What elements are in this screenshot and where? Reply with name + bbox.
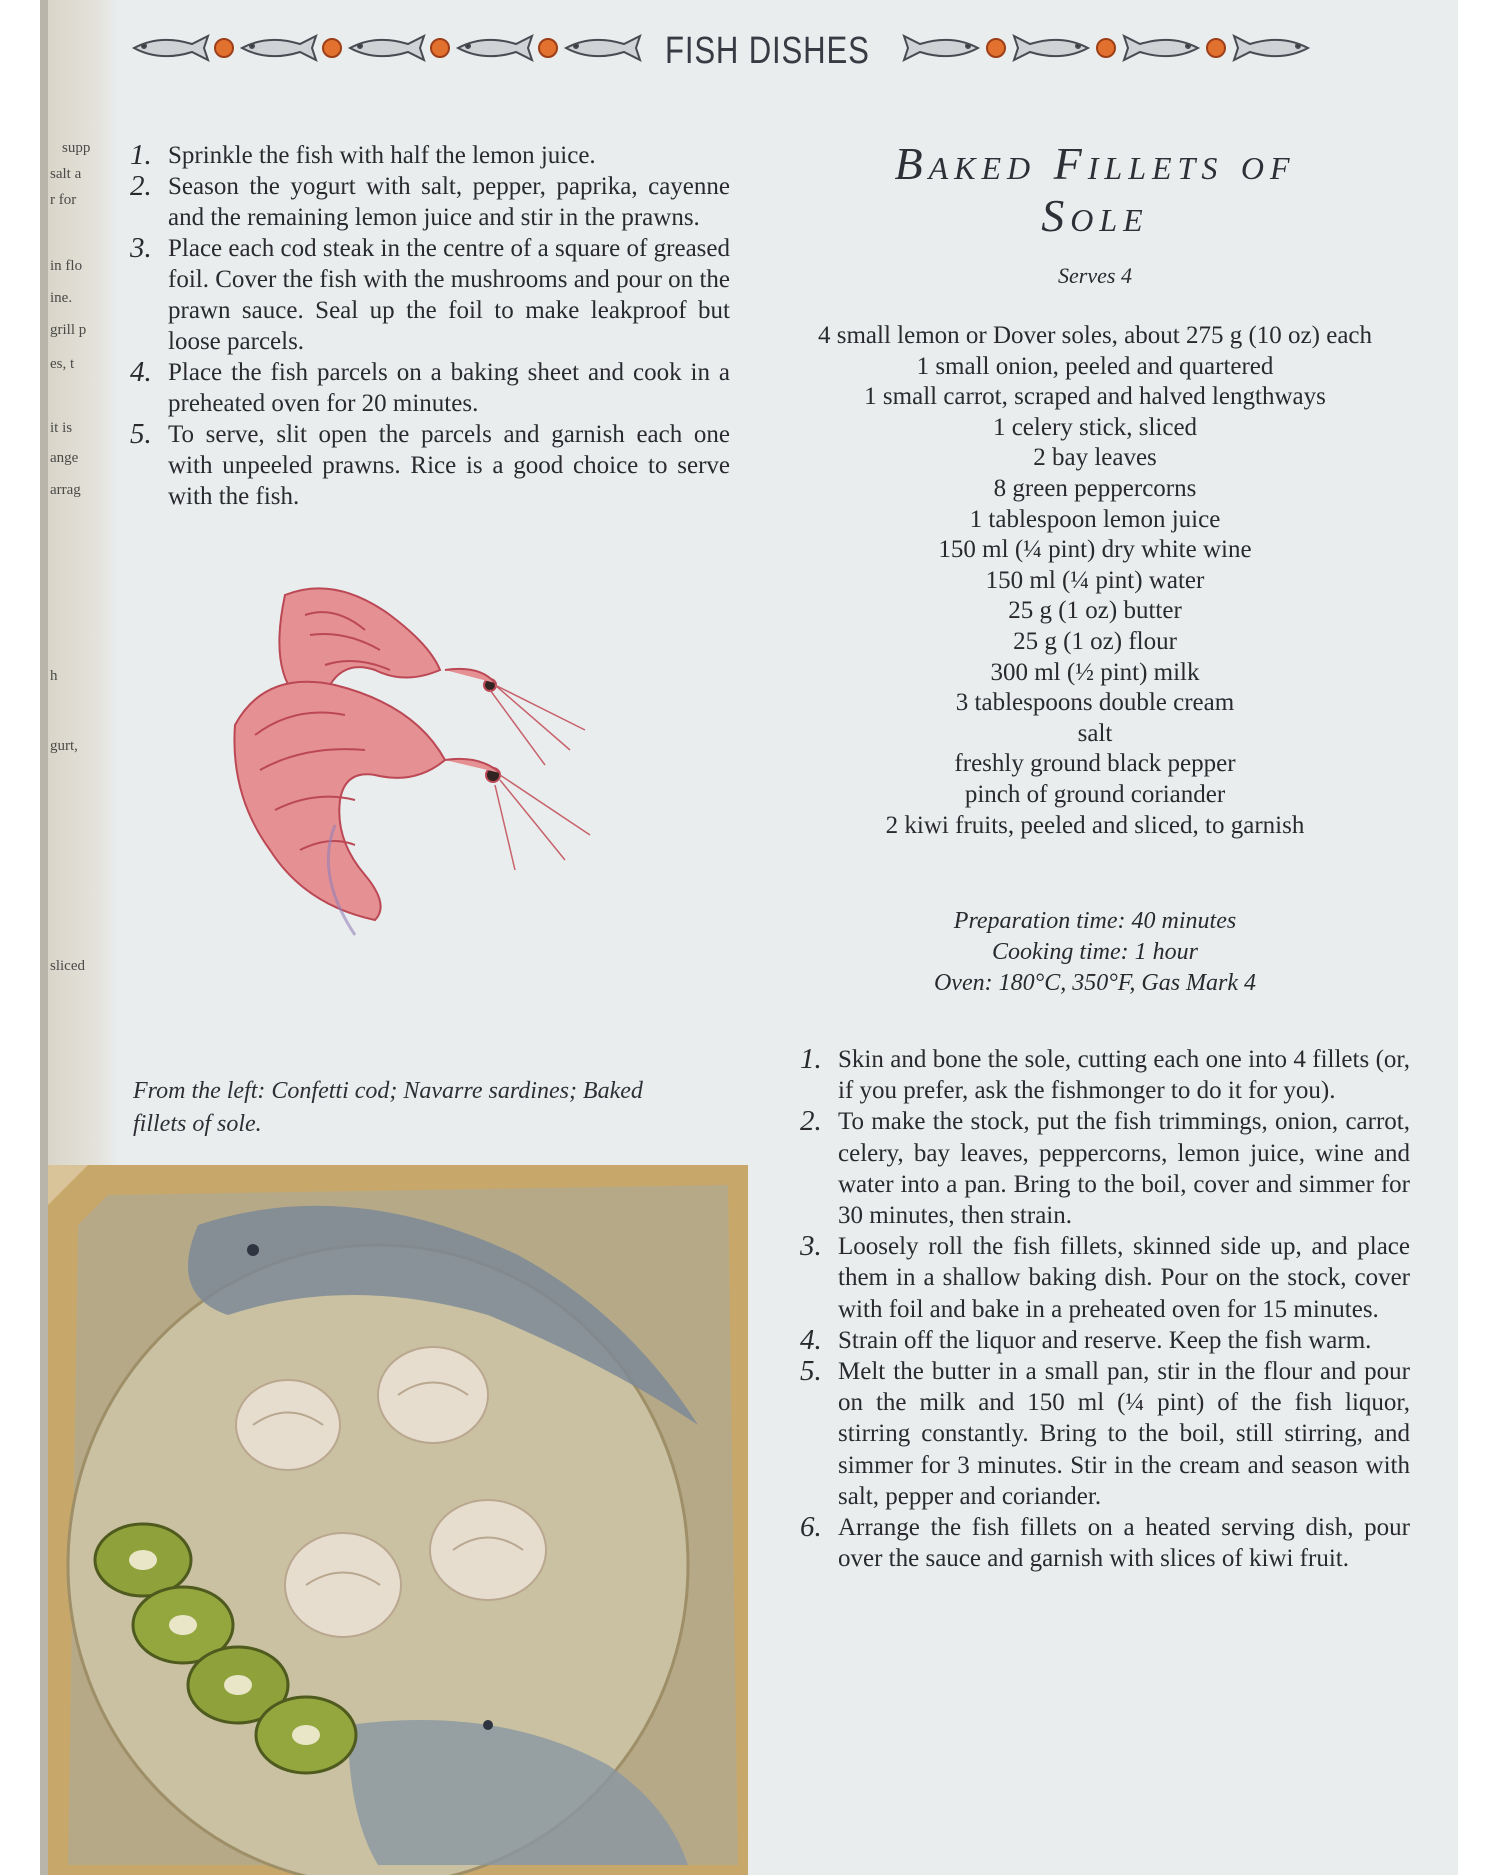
list-item: [800, 1356, 1410, 1512]
step-number: 3.: [130, 232, 152, 264]
oven-temperature: Oven: 180°C, 350°F, Gas Mark 4: [933, 970, 1257, 996]
step-text: Place each cod steak in the centre of a square of greased foil. Cover the fish with the mushrooms and pour on the prawn sauce. Seal up the foil to make leakproof but loose parcels.: [168, 235, 730, 355]
list-item: [800, 1106, 1410, 1231]
recipe-steps: [800, 1044, 1410, 1574]
list-item: [130, 140, 730, 171]
step-text: To serve, slit open the parcels and garnish each one with unpeeled prawns. Rice is a good choice to serve with the fish.: [168, 421, 730, 510]
ingredient-item: 2 bay leaves: [1033, 444, 1157, 472]
ingredient-item: 150 ml (¼ pint) dry white wine: [938, 536, 1252, 564]
list-item: [130, 357, 730, 419]
step-text: Season the yogurt with salt, pepper, paprika, cayenne and the remaining lemon juice and stir in the prawns.: [168, 173, 730, 231]
step-text: To make the stock, put the fish trimmings, onion, carrot, celery, bay leaves, peppercorns, lemon juice, wine and water into a pan. Bring to the boil, cover and simmer for 30 minutes, then strain.: [838, 1108, 1410, 1230]
step-number: 6.: [800, 1511, 822, 1544]
prev-page-fragment: supp: [62, 140, 91, 156]
preparation-time: Preparation time: 40 minutes: [953, 908, 1237, 934]
list-item: [130, 233, 730, 357]
ingredient-item: 25 g (1 oz) butter: [1008, 597, 1182, 625]
prev-page-fragment: arrag: [50, 482, 81, 498]
list-item: [800, 1512, 1410, 1574]
step-number: 2.: [800, 1105, 822, 1138]
recipe-title: [810, 138, 1380, 242]
step-text: Melt the butter in a small pan, stir in the flour and pour on the milk and 150 ml (¼ pint) of the fish liquor, stirring constantly. Bring to the boil, still stirring, and simmer for 3 minutes. Stir in the cream and season with salt, pepper and coriander.: [838, 1358, 1410, 1510]
step-number: 4.: [800, 1323, 822, 1356]
list-item: [800, 1325, 1410, 1356]
step-number: 2.: [130, 170, 152, 202]
list-item: [130, 171, 730, 233]
step-text: Sprinkle the fish with half the lemon juice.: [168, 142, 596, 169]
prev-page-fragment: salt a: [50, 166, 82, 182]
step-text: Place the fish parcels on a baking sheet and cook in a preheated oven for 20 minutes.: [168, 359, 730, 417]
step-text: Strain off the liquor and reserve. Keep the fish warm.: [838, 1326, 1372, 1354]
recipe-times: [810, 906, 1380, 999]
prev-page-fragment: es, t: [50, 356, 75, 372]
ingredient-item: 25 g (1 oz) flour: [1013, 627, 1177, 655]
list-item: [800, 1044, 1410, 1106]
photo-caption: From the left: Confetti cod; Navarre sardines; Baked fillets of sole.: [133, 1078, 643, 1137]
prev-page-fragment: h: [50, 668, 58, 684]
ingredient-item: 8 green peppercorns: [993, 474, 1197, 502]
step-number: 1.: [130, 139, 152, 171]
prev-page-fragment: it is: [50, 420, 73, 436]
previous-recipe-steps: [130, 140, 730, 512]
prawn-illustration: [215, 575, 595, 945]
ingredient-item: 3 tablespoons double cream: [955, 689, 1235, 717]
ingredient-list: [800, 321, 1390, 841]
fish-and-orange-border-icon: [130, 28, 650, 68]
ingredient-item: 1 celery stick, sliced: [992, 413, 1198, 441]
step-text: Skin and bone the sole, cutting each one into 4 fillets (or, if you prefer, ask the fishmonger to do it for you).: [838, 1046, 1410, 1105]
step-text: Arrange the fish fillets on a heated serving dish, pour over the sauce and garnish with slices of kiwi fruit.: [838, 1514, 1410, 1573]
ingredient-item: freshly ground black pepper: [954, 750, 1236, 778]
recipe-title-line: Sole: [1041, 190, 1149, 241]
step-number: 1.: [800, 1043, 822, 1075]
section-title: FISH DISHES: [665, 30, 870, 72]
cooking-time: Cooking time: 1 hour: [992, 939, 1198, 965]
ingredient-item: 1 tablespoon lemon juice: [969, 505, 1221, 533]
list-item: [130, 419, 730, 512]
fish-and-orange-border-icon: [900, 28, 1370, 68]
ingredient-item: 1 small onion, peeled and quartered: [916, 352, 1274, 380]
step-number: 5.: [800, 1355, 822, 1388]
step-number: 5.: [130, 418, 152, 450]
book-gutter: [40, 0, 48, 1875]
ingredient-item: 150 ml (¼ pint) water: [985, 566, 1205, 594]
prev-page-fragment: r for: [50, 192, 77, 208]
list-item: [800, 1231, 1410, 1325]
prev-page-fragment: ange: [50, 450, 79, 466]
prev-page-fragment: in flo: [50, 258, 83, 274]
prev-page-fragment: sliced: [50, 958, 85, 974]
step-text: Loosely roll the fish fillets, skinned side up, and place them in a shallow baking dish. Pour on the stock, cover with foil and bake in a preheated oven for 15 minutes.: [838, 1233, 1410, 1323]
step-number: 4.: [130, 356, 152, 388]
prev-page-fragment: ine.: [50, 290, 73, 306]
ingredient-item: 4 small lemon or Dover soles, about 275 g (10 oz) each: [817, 322, 1373, 349]
recipe-title-line: Baked Fillets of: [894, 138, 1296, 189]
page-header: [130, 18, 1380, 78]
prev-page-fragment: gurt,: [50, 738, 78, 754]
ingredient-item: 1 small carrot, scraped and halved lengthways: [864, 383, 1326, 411]
serves-label: Serves 4: [1058, 263, 1132, 288]
step-number: 3.: [800, 1230, 822, 1263]
ingredient-item: pinch of ground coriander: [964, 780, 1226, 808]
prev-page-fragment: grill p: [50, 322, 87, 338]
ingredient-item: salt: [1077, 719, 1113, 747]
ingredient-item: 2 kiwi fruits, peeled and sliced, to garnish: [885, 811, 1305, 839]
dish-photo: [48, 1165, 748, 1875]
ingredient-item: 300 ml (½ pint) milk: [990, 658, 1200, 686]
